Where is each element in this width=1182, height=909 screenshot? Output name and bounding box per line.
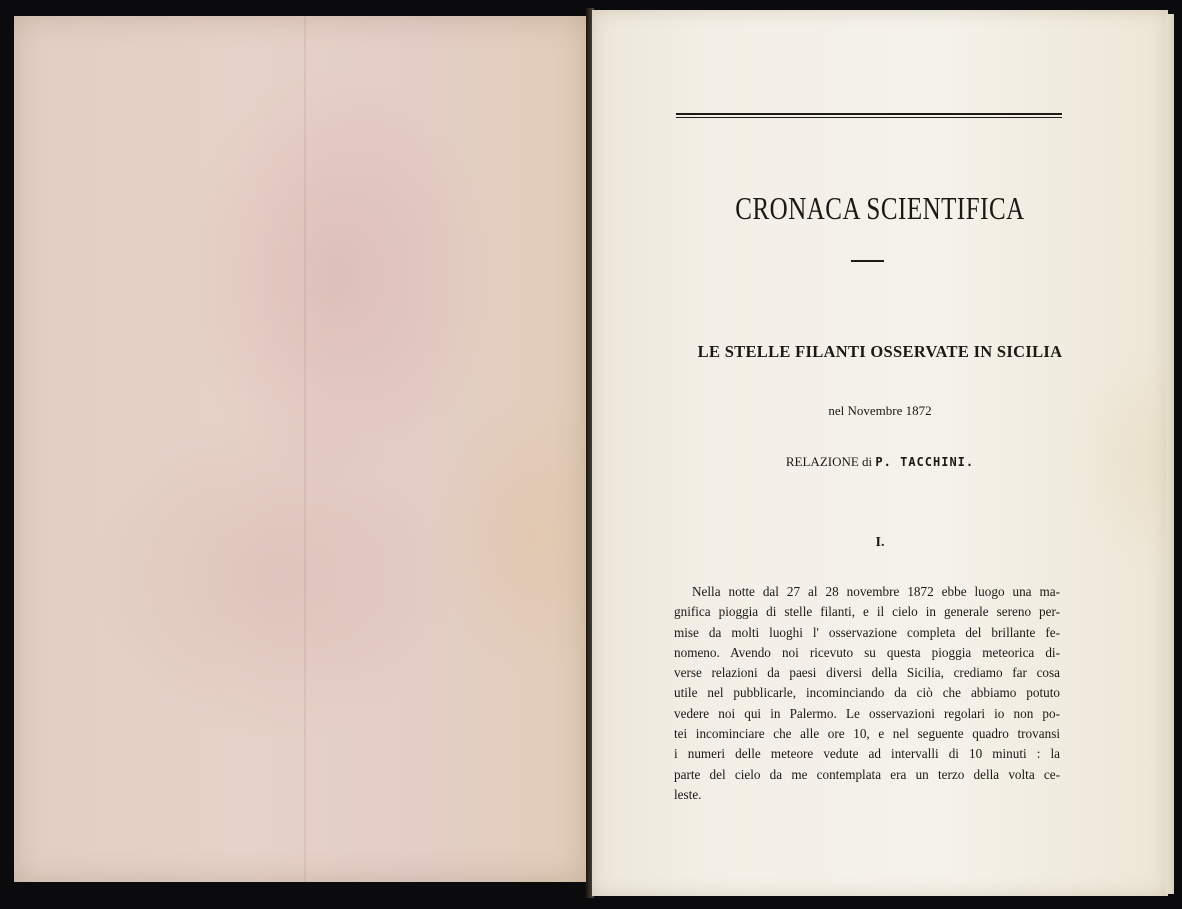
body-paragraph — [674, 582, 1060, 805]
body-line: utile nel pubblicarle, incominciando da ciò che abbiamo potuto — [674, 685, 1060, 701]
page-stack-edge — [1166, 14, 1174, 894]
report-author: P. TACCHINI. — [875, 455, 975, 469]
page-title: CRONACA SCIENTIFICA — [735, 192, 1025, 227]
report-line — [592, 454, 1168, 470]
left-blank-page — [14, 16, 586, 882]
title-divider — [851, 260, 884, 262]
section-number: I. — [875, 535, 885, 550]
date-line: nel Novembre 1872 — [828, 403, 932, 418]
body-line: mise da molti luoghi l' osservazione completa del brillante fe- — [674, 624, 1060, 640]
body-line: i numeri delle meteore vedute ad intervalli di 10 minuti : la — [674, 746, 1060, 762]
body-line: nomeno. Avendo noi ricevuto su questa pioggia meteorica di- — [674, 644, 1060, 660]
article-subtitle: LE STELLE FILANTI OSSERVATE IN SICILIA — [697, 342, 1063, 361]
body-line: Nella notte dal 27 al 28 novembre 1872 ebbe luogo una ma- — [692, 584, 1060, 599]
body-line: verse relazioni da paesi diversi della Sicilia, crediamo far cosa — [674, 665, 1060, 681]
top-double-rule — [676, 113, 1062, 118]
report-prefix: RELAZIONE di — [785, 454, 873, 469]
body-line: gnifica pioggia di stelle filanti, e il cielo in generale sereno per- — [674, 604, 1060, 620]
page-fold — [304, 16, 306, 882]
body-line: tei incominciare che alle ore 10, e nel seguente quadro trovansi — [674, 726, 1060, 742]
body-line: vedere noi qui in Palermo. Le osservazioni regolari io non po- — [674, 705, 1060, 721]
body-line: parte del cielo da me contemplata era un terzo della volta ce- — [674, 766, 1060, 782]
body-line: leste. — [674, 786, 702, 802]
right-text-page — [592, 10, 1168, 896]
